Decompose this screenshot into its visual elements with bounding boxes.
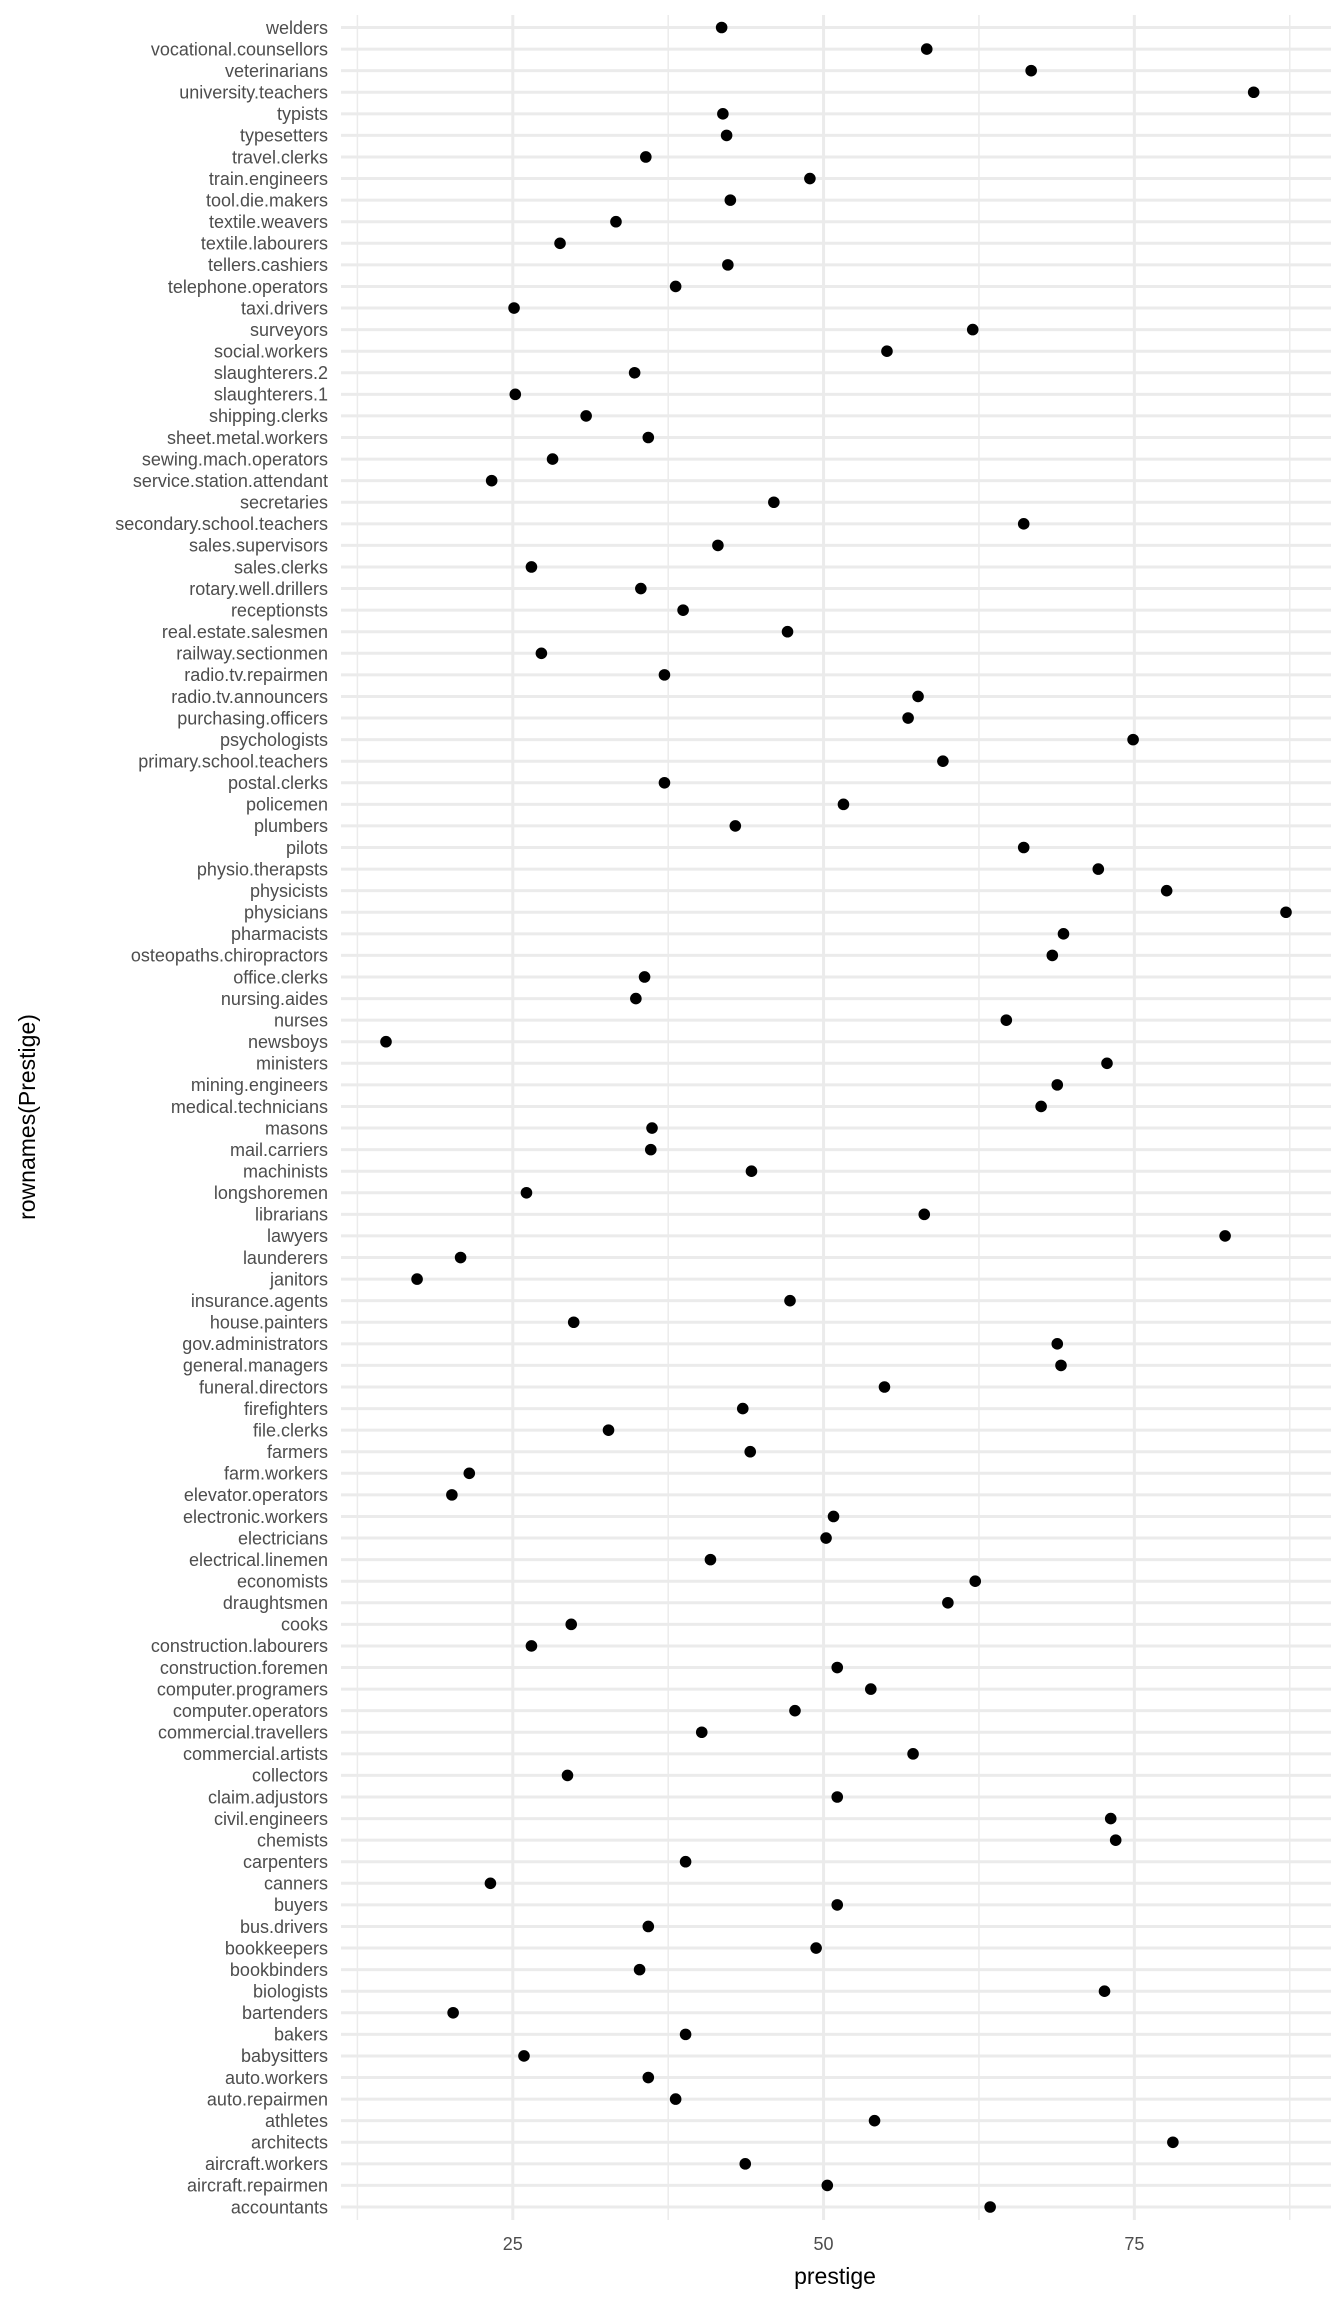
data-point	[630, 993, 642, 1005]
data-point	[642, 1921, 654, 1933]
y-axis-title: rownames(Prestige)	[14, 1014, 40, 1220]
y-tick-label: elevator.operators	[183, 1485, 328, 1506]
y-tick-label: slaughterers.2	[213, 363, 328, 384]
y-tick-label: construction.labourers	[150, 1636, 328, 1657]
data-point	[659, 669, 671, 681]
data-point	[768, 496, 780, 508]
y-tick-label: pharmacists	[230, 924, 328, 945]
y-tick-label: longshoremen	[213, 1183, 328, 1204]
y-tick-label: collectors	[251, 1765, 328, 1786]
data-point	[1058, 928, 1070, 940]
data-point	[804, 173, 816, 185]
y-tick-label: auto.repairmen	[206, 2089, 328, 2110]
y-tick-label: librarians	[254, 1204, 328, 1225]
y-tick-label: accountants	[230, 2197, 328, 2218]
data-point	[869, 2115, 881, 2127]
data-point	[902, 712, 914, 724]
data-point	[646, 1122, 658, 1134]
y-tick-label: commercial.artists	[182, 1744, 328, 1765]
data-point	[820, 1532, 832, 1544]
data-point	[810, 1942, 822, 1954]
data-point	[455, 1252, 467, 1264]
x-axis-tick-labels	[503, 2234, 1145, 2254]
y-tick-label: welders	[265, 17, 328, 38]
data-point	[1219, 1230, 1231, 1242]
data-point	[737, 1403, 749, 1415]
data-point	[730, 820, 742, 832]
y-tick-label: vocational.counsellors	[150, 39, 328, 60]
data-point	[725, 194, 737, 206]
y-tick-label: physio.therapsts	[196, 859, 328, 880]
data-point	[580, 410, 592, 422]
y-tick-label: typesetters	[239, 125, 328, 146]
data-point	[642, 2072, 654, 2084]
y-tick-label: economists	[236, 1571, 328, 1592]
data-point	[486, 475, 498, 487]
y-tick-label: aircraft.repairmen	[186, 2175, 328, 2196]
y-tick-label: osteopaths.chiropractors	[130, 945, 328, 966]
y-tick-label: surveyors	[249, 319, 328, 340]
y-tick-label: physicians	[243, 902, 328, 923]
data-point	[1055, 1360, 1067, 1372]
data-point	[1025, 65, 1037, 77]
y-axis-tick-labels	[115, 18, 328, 2218]
y-tick-label: newsboys	[247, 1032, 328, 1053]
data-point	[918, 1209, 930, 1221]
data-point	[645, 1144, 657, 1156]
y-tick-label: computer.programers	[156, 1679, 328, 1700]
y-tick-label: nurses	[273, 1010, 328, 1031]
y-tick-label: rotary.well.drillers	[189, 578, 328, 599]
y-tick-label: file.clerks	[252, 1420, 328, 1441]
data-point	[746, 1165, 758, 1177]
data-point	[642, 432, 654, 444]
data-point	[380, 1036, 392, 1048]
y-tick-label: radio.tv.repairmen	[184, 665, 328, 686]
data-point	[1099, 1985, 1111, 1997]
data-point	[722, 259, 734, 271]
data-point	[670, 2093, 682, 2105]
major-gridlines	[341, 15, 1331, 2220]
data-point	[921, 43, 933, 55]
y-tick-label: tool.die.makers	[205, 190, 328, 211]
data-point	[716, 22, 728, 34]
y-tick-label: typists	[276, 104, 328, 125]
data-point	[1051, 1338, 1063, 1350]
data-point	[568, 1316, 580, 1328]
y-tick-label: service.station.attendant	[132, 470, 328, 491]
data-point	[603, 1424, 615, 1436]
data-point	[509, 389, 521, 401]
data-point	[907, 1748, 919, 1760]
y-tick-label: commercial.travellers	[157, 1722, 328, 1743]
data-point	[1046, 950, 1058, 962]
data-point	[640, 151, 652, 163]
y-tick-label: psychologists	[219, 729, 328, 750]
y-tick-label: slaughterers.1	[213, 384, 328, 405]
y-tick-label: sales.supervisors	[188, 535, 328, 556]
y-tick-label: textile.labourers	[200, 233, 328, 254]
y-tick-label: veterinarians	[224, 60, 328, 81]
y-tick-label: masons	[264, 1118, 328, 1139]
y-tick-label: babysitters	[240, 2046, 328, 2067]
data-point	[562, 1770, 574, 1782]
y-tick-label: postal.clerks	[227, 773, 328, 794]
data-point	[744, 1446, 756, 1458]
data-point	[526, 561, 538, 573]
data-point	[782, 626, 794, 638]
data-point	[984, 2201, 996, 2213]
y-tick-label: university.teachers	[179, 82, 328, 103]
y-tick-label: train.engineers	[208, 168, 328, 189]
y-tick-label: secretaries	[239, 492, 328, 513]
x-tick-label: 50	[813, 2234, 834, 2254]
data-point	[969, 1575, 981, 1587]
data-point	[942, 1597, 954, 1609]
y-tick-label: draughtsmen	[222, 1593, 328, 1614]
data-point	[937, 755, 949, 767]
data-point	[680, 1856, 692, 1868]
y-tick-label: real.estate.salesmen	[161, 622, 328, 643]
y-tick-label: policemen	[245, 794, 328, 815]
y-tick-label: ministers	[255, 1053, 328, 1074]
data-point	[784, 1295, 796, 1307]
y-tick-label: primary.school.teachers	[138, 751, 328, 772]
data-point	[1101, 1058, 1113, 1070]
y-tick-label: sales.clerks	[233, 557, 328, 578]
data-point	[518, 2050, 530, 2062]
y-tick-label: tellers.cashiers	[207, 255, 328, 276]
y-tick-label: farm.workers	[223, 1463, 328, 1484]
data-point	[677, 604, 689, 616]
y-tick-label: general.managers	[182, 1355, 328, 1376]
data-point	[717, 108, 729, 120]
data-point	[865, 1683, 877, 1695]
y-tick-label: radio.tv.announcers	[171, 686, 328, 707]
y-tick-label: sheet.metal.workers	[166, 427, 328, 448]
y-tick-label: janitors	[269, 1269, 328, 1290]
y-tick-label: receptionsts	[230, 600, 328, 621]
y-tick-label: pilots	[285, 837, 328, 858]
y-tick-label: bookkeepers	[224, 1938, 328, 1959]
y-tick-label: computer.operators	[172, 1700, 328, 1721]
data-point	[1018, 518, 1030, 530]
data-point	[1018, 842, 1030, 854]
data-point	[411, 1273, 423, 1285]
data-point	[1110, 1834, 1122, 1846]
y-tick-label: athletes	[264, 2110, 328, 2131]
y-tick-label: plumbers	[253, 816, 328, 837]
data-point	[526, 1640, 538, 1652]
y-tick-label: funeral.directors	[198, 1377, 328, 1398]
data-point	[659, 777, 671, 789]
data-point	[838, 799, 850, 811]
x-axis-title: prestige	[794, 2263, 876, 2289]
y-tick-label: textile.weavers	[208, 212, 328, 233]
y-tick-label: physicists	[249, 880, 328, 901]
data-point	[1035, 1101, 1047, 1113]
data-point	[705, 1554, 717, 1566]
y-tick-label: chemists	[256, 1830, 328, 1851]
data-point	[639, 971, 651, 983]
y-tick-label: electricians	[237, 1528, 328, 1549]
data-point	[554, 237, 566, 249]
y-tick-label: nursing.aides	[220, 988, 328, 1009]
data-point	[821, 2180, 833, 2192]
data-point	[828, 1511, 840, 1523]
data-point	[696, 1726, 708, 1738]
data-point	[508, 302, 520, 314]
data-point	[547, 453, 559, 465]
y-tick-label: shipping.clerks	[208, 406, 328, 427]
data-point	[610, 216, 622, 228]
data-point	[446, 1489, 458, 1501]
data-point	[1051, 1079, 1063, 1091]
data-point	[789, 1705, 801, 1717]
data-point	[1105, 1813, 1117, 1825]
data-point	[1280, 906, 1292, 918]
y-tick-label: bartenders	[241, 2003, 328, 2024]
y-tick-label: auto.workers	[224, 2067, 328, 2088]
data-point	[721, 130, 733, 142]
data-point	[881, 345, 893, 357]
data-point	[521, 1187, 533, 1199]
x-tick-label: 75	[1124, 2234, 1145, 2254]
data-point	[565, 1619, 577, 1631]
data-point	[536, 647, 548, 659]
y-tick-label: civil.engineers	[213, 1808, 328, 1829]
y-tick-label: farmers	[266, 1442, 328, 1463]
y-tick-label: aircraft.workers	[204, 2154, 328, 2175]
data-point	[831, 1899, 843, 1911]
data-point	[634, 1964, 646, 1976]
data-point	[1161, 885, 1173, 897]
y-tick-label: canners	[263, 1873, 328, 1894]
y-tick-label: taxi.drivers	[240, 298, 328, 319]
y-tick-label: carpenters	[242, 1852, 328, 1873]
y-tick-label: insurance.agents	[190, 1290, 328, 1311]
data-point	[712, 540, 724, 552]
data-point	[1167, 2136, 1179, 2148]
y-tick-label: claim.adjustors	[207, 1787, 328, 1808]
y-tick-label: sewing.mach.operators	[141, 449, 328, 470]
data-point	[485, 1878, 497, 1890]
y-tick-label: office.clerks	[233, 967, 328, 988]
y-tick-label: mail.carriers	[229, 1139, 328, 1160]
data-point	[1248, 86, 1260, 98]
data-point	[1127, 734, 1139, 746]
data-point	[1092, 863, 1104, 875]
y-tick-label: secondary.school.teachers	[115, 514, 328, 535]
y-tick-label: medical.technicians	[170, 1096, 328, 1117]
y-tick-label: telephone.operators	[167, 276, 328, 297]
y-tick-label: bakers	[273, 2024, 328, 2045]
y-tick-label: bookbinders	[229, 1959, 328, 1980]
y-tick-label: lawyers	[266, 1226, 328, 1247]
data-point	[680, 2029, 692, 2041]
data-point	[831, 1662, 843, 1674]
data-point	[1001, 1014, 1013, 1026]
y-tick-label: electronic.workers	[182, 1506, 328, 1527]
data-point	[670, 281, 682, 293]
data-point	[463, 1468, 475, 1480]
data-point	[831, 1791, 843, 1803]
y-tick-label: social.workers	[213, 341, 328, 362]
data-point	[739, 2158, 751, 2170]
y-tick-label: gov.administrators	[182, 1334, 328, 1355]
y-tick-label: firefighters	[243, 1398, 328, 1419]
y-tick-label: railway.sectionmen	[176, 643, 328, 664]
y-tick-label: house.painters	[209, 1312, 328, 1333]
y-tick-label: mining.engineers	[190, 1075, 328, 1096]
y-tick-label: construction.foremen	[159, 1657, 328, 1678]
data-point	[629, 367, 641, 379]
y-tick-label: machinists	[242, 1161, 328, 1182]
y-tick-label: architects	[250, 2132, 328, 2153]
y-tick-label: launderers	[242, 1247, 328, 1268]
data-point	[447, 2007, 459, 2019]
data-point	[879, 1381, 891, 1393]
x-tick-label: 25	[502, 2234, 523, 2254]
y-tick-label: buyers	[273, 1895, 328, 1916]
y-tick-label: purchasing.officers	[177, 708, 328, 729]
y-tick-label: bus.drivers	[239, 1916, 328, 1937]
y-tick-label: electrical.linemen	[188, 1549, 328, 1570]
y-tick-label: travel.clerks	[231, 147, 328, 168]
data-point	[967, 324, 979, 336]
data-point	[635, 583, 647, 595]
y-tick-label: biologists	[252, 1981, 328, 2002]
data-point	[912, 691, 924, 703]
y-tick-label: cooks	[280, 1614, 328, 1635]
